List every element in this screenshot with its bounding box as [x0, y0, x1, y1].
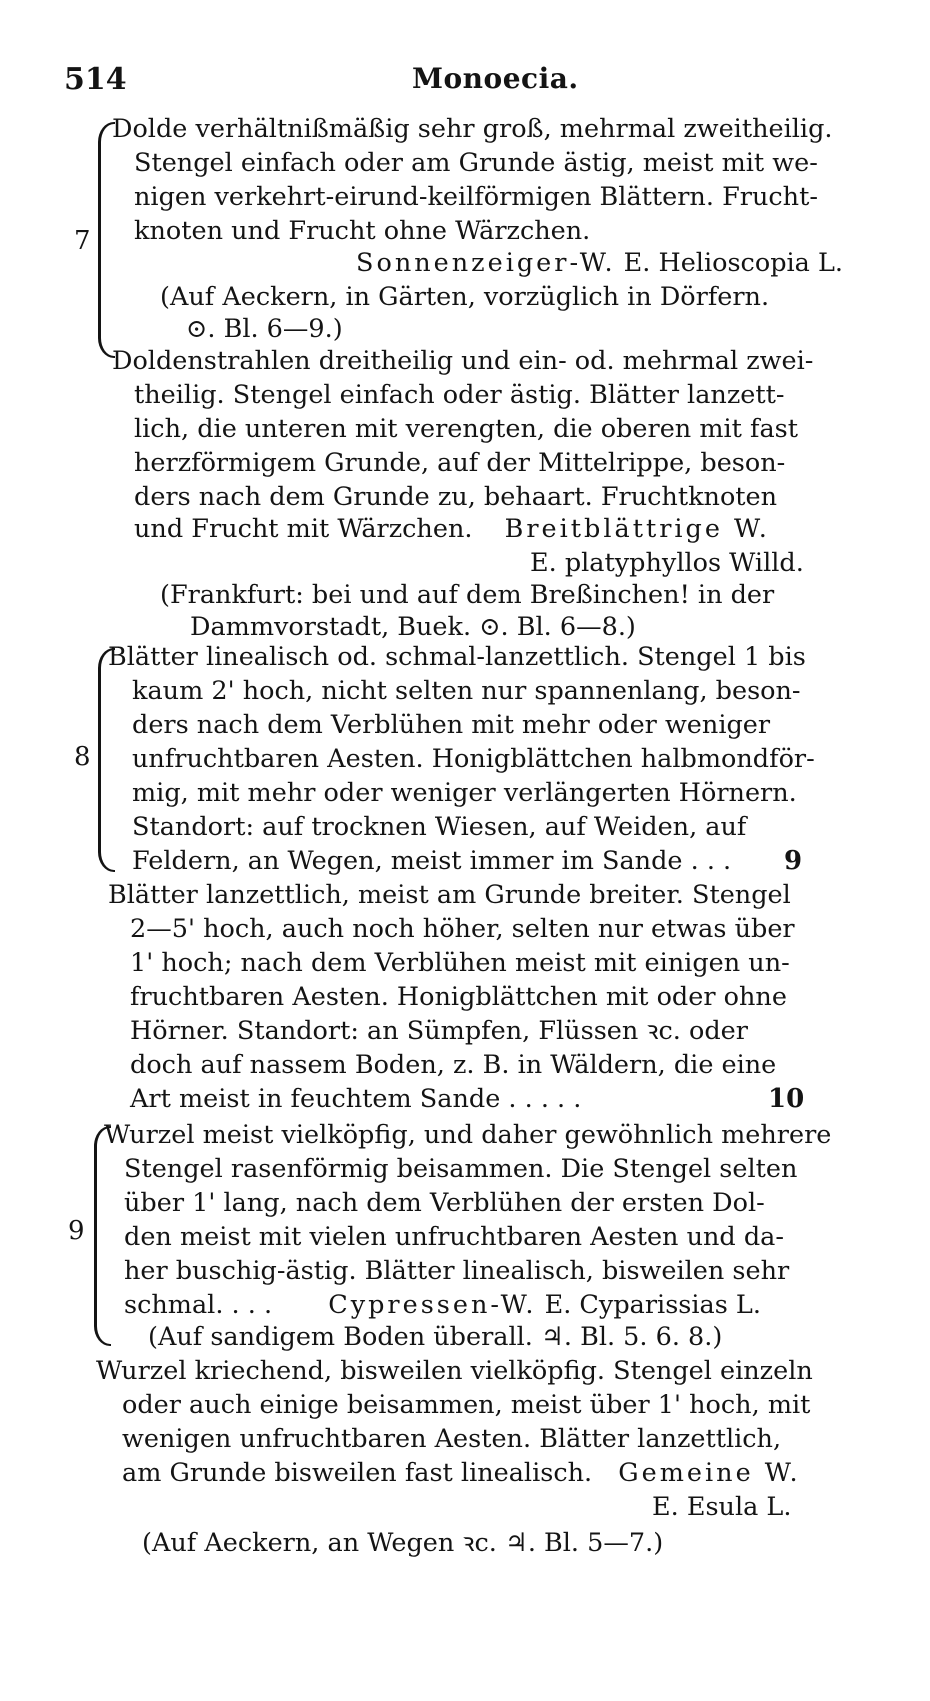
lead-reference-number: 9 — [784, 846, 803, 876]
habitat-line: Dammvorstadt, Buek. ⊙. Bl. 6—8.) — [190, 612, 636, 642]
scientific-name: E. platyphyllos Willd. — [530, 548, 804, 578]
habitat-line: (Auf Aeckern, in Gärten, vorzüglich in Dörfern. — [160, 282, 770, 312]
habitat-line: (Auf Aeckern, an Wegen ꝛc. ♃. Bl. 5—7.) — [142, 1528, 664, 1558]
entry-line: Doldenstrahlen dreitheilig und ein- od. mehrmal zwei- — [112, 346, 814, 376]
entry-line: theilig. Stengel einfach oder ästig. Blätter lanzett- — [134, 380, 785, 410]
entry-line: Feldern, an Wegen, meist immer im Sande . . . — [132, 846, 732, 876]
page-header — [0, 62, 930, 102]
common-name: Sonnenzeiger-W. — [356, 248, 616, 278]
entry-line: über 1' lang, nach dem Verblühen der ersten Dol- — [124, 1188, 765, 1218]
entry-line: schmal. . . . — [124, 1290, 273, 1320]
common-name: Gemeine W. — [618, 1458, 801, 1488]
entry-line: nigen verkehrt-eirund-keilförmigen Blättern. Frucht- — [134, 182, 818, 212]
habitat-line: (Frankfurt: bei und auf dem Breßinchen! in der — [160, 580, 775, 610]
habitat-line: ⊙. Bl. 6—9.) — [186, 314, 343, 344]
entry-line: 2—5' hoch, auch noch höher, selten nur etwas über — [130, 914, 795, 944]
entry-line: Art meist in feuchtem Sande . . . . . — [130, 1084, 582, 1114]
group-number: 8 — [74, 742, 91, 772]
entry-line: den meist mit vielen unfruchtbaren Aesten und da- — [124, 1222, 784, 1252]
brace-group-7 — [98, 122, 115, 358]
entry-line: oder auch einige beisammen, meist über 1' hoch, mit — [122, 1390, 811, 1420]
brace-group-8 — [98, 648, 115, 872]
entry-line: ders nach dem Verblühen mit mehr oder weniger — [132, 710, 771, 740]
scientific-name: E. Helioscopia L. — [623, 248, 844, 278]
entry-line: Standort: auf trocknen Wiesen, auf Weiden, auf — [132, 812, 747, 842]
common-name: Cypressen-W. — [328, 1290, 537, 1320]
entry-line: und Frucht mit Wärzchen. — [134, 514, 473, 544]
entry-line: lich, die unteren mit verengten, die oberen mit fast — [134, 414, 798, 444]
entry-line: kaum 2' hoch, nicht selten nur spannenlang, beson- — [132, 676, 801, 706]
entry-line: herzförmigem Grunde, auf der Mittelrippe, beson- — [134, 448, 786, 478]
entry-line: Stengel rasenförmig beisammen. Die Stengel selten — [124, 1154, 798, 1184]
entry-line-with-name — [124, 1288, 761, 1322]
brace-group-9 — [94, 1126, 111, 1346]
group-number: 9 — [68, 1216, 85, 1246]
entry-line-with-name — [122, 1456, 801, 1490]
entry-line: Hörner. Standort: an Sümpfen, Flüssen ꝛc. oder — [130, 1016, 748, 1046]
entry-line: ders nach dem Grunde zu, behaart. Fruchtknoten — [134, 482, 778, 512]
page-number: 514 — [64, 62, 127, 97]
group-number: 7 — [74, 226, 91, 256]
entry-line: 1' hoch; nach dem Verblühen meist mit einigen un- — [130, 948, 790, 978]
entry-line: am Grunde bisweilen fast linealisch. — [122, 1458, 593, 1488]
entry-line: Dolde verhältnißmäßig sehr groß, mehrmal zweitheilig. — [112, 114, 833, 144]
scientific-name: E. Esula L. — [652, 1492, 792, 1522]
running-head: Monoecia. — [412, 62, 579, 95]
entry-line: Blätter linealisch od. schmal-lanzettlich. Stengel 1 bis — [108, 642, 806, 672]
scientific-name: E. Cyparissias L. — [544, 1290, 761, 1320]
entry-line: knoten und Frucht ohne Wärzchen. — [134, 216, 591, 246]
species-name-line — [356, 246, 843, 280]
habitat-line: (Auf sandigem Boden überall. ♃. Bl. 5. 6. 8.) — [148, 1322, 723, 1352]
entry-line: mig, mit mehr oder weniger verlängerten Hörnern. — [132, 778, 797, 808]
common-name: Breitblättrige W. — [504, 514, 770, 544]
entry-line: unfruchtbaren Aesten. Honigblättchen halbmondför- — [132, 744, 815, 774]
lead-reference-number: 10 — [768, 1084, 805, 1114]
entry-line: fruchtbaren Aesten. Honigblättchen mit oder ohne — [130, 982, 787, 1012]
entry-line: Blätter lanzettlich, meist am Grunde breiter. Stengel — [108, 880, 791, 910]
entry-line-with-name — [134, 512, 770, 546]
entry-line: Stengel einfach oder am Grunde ästig, meist mit we- — [134, 148, 818, 178]
entry-line: wenigen unfruchtbaren Aesten. Blätter lanzettlich, — [122, 1424, 782, 1454]
entry-line: Wurzel kriechend, bisweilen vielköpfig. Stengel einzeln — [96, 1356, 813, 1386]
entry-line: her buschig-ästig. Blätter linealisch, bisweilen sehr — [124, 1256, 790, 1286]
entry-line: Wurzel meist vielköpfig, und daher gewöhnlich mehrere — [104, 1120, 832, 1150]
entry-line: doch auf nassem Boden, z. B. in Wäldern, die eine — [130, 1050, 777, 1080]
